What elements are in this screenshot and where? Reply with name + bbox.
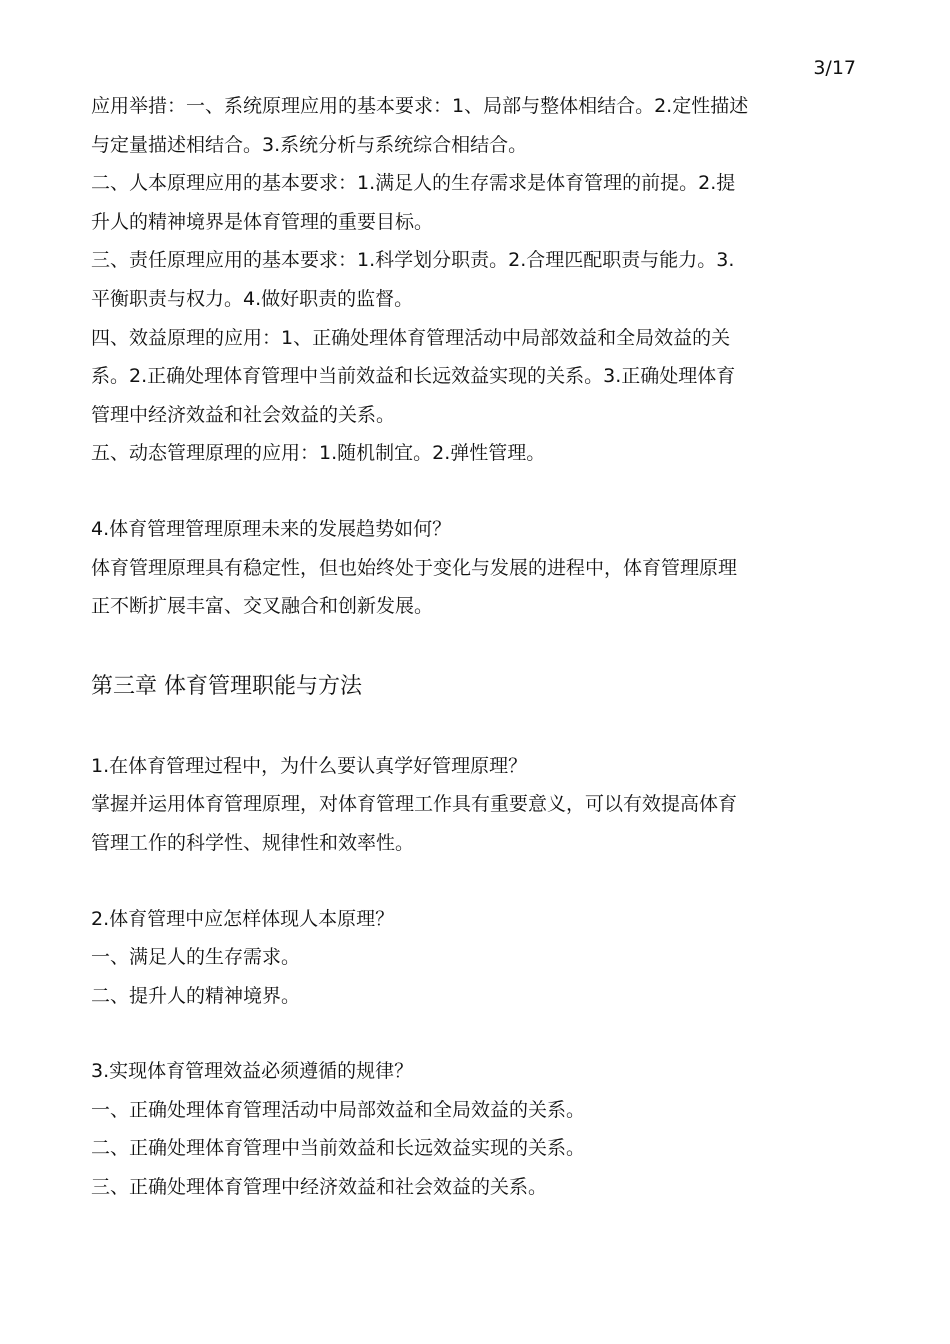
answer-line: 管理工作的科学性、规律性和效率性。 [91, 831, 415, 854]
chapter3-question-1 [91, 747, 863, 863]
answer-line: 三、正确处理体育管理中经济效益和社会效益的关系。 [91, 1176, 548, 1199]
text-line: 二、人本原理应用的基本要求：1.满足人的生存需求是体育管理的前提。2.提 [91, 172, 736, 195]
chapter-title: 第三章 体育管理职能与方法 [91, 673, 362, 699]
text-line: 升人的精神境界是体育管理的重要目标。 [91, 210, 434, 233]
answer-line: 二、提升人的精神境界。 [91, 984, 301, 1007]
question-heading: 3.实现体育管理效益必须遵循的规律？ [91, 1060, 414, 1083]
answer-line: 一、满足人的生存需求。 [91, 946, 301, 969]
text-line: 平衡职责与权力。4.做好职责的监督。 [91, 287, 414, 310]
answer-line: 一、正确处理体育管理活动中局部效益和全局效益的关系。 [91, 1098, 586, 1121]
document-body [91, 87, 863, 1207]
chapter3-question-3 [91, 1052, 863, 1206]
text-line: 三、责任原理应用的基本要求：1.科学划分职责。2.合理匹配职责与能力。3. [91, 249, 735, 272]
answer-line: 二、正确处理体育管理中当前效益和长远效益实现的关系。 [91, 1137, 586, 1160]
question-heading: 2.体育管理中应怎样体现人本原理？ [91, 907, 395, 930]
question-heading: 4.体育管理管理原理未来的发展趋势如何？ [91, 517, 452, 540]
question-heading: 1.在体育管理过程中，为什么要认真学好管理原理？ [91, 754, 528, 777]
chapter3-question-2 [91, 900, 863, 1016]
text-line: 四、效益原理的应用：1、正确处理体育管理活动中局部效益和全局效益的关 [91, 326, 731, 349]
answer-line: 正不断扩展丰富、交叉融合和创新发展。 [91, 595, 434, 618]
principles-application-section [91, 87, 863, 473]
answer-line: 掌握并运用体育管理原理，对体育管理工作具有重要意义，可以有效提高体育 [91, 793, 738, 816]
text-line: 应用举措：一、系统原理应用的基本要求：1、局部与整体相结合。2.定性描述 [91, 95, 749, 117]
text-line: 五、动态管理原理的应用：1.随机制宜。2.弹性管理。 [91, 442, 546, 465]
answer-line: 体育管理原理具有稳定性，但也始终处于变化与发展的进程中，体育管理原理 [91, 556, 738, 579]
page-number: 3/17 [813, 57, 856, 79]
text-line: 管理中经济效益和社会效益的关系。 [91, 403, 396, 426]
text-line: 与定量描述相结合。3.系统分析与系统综合相结合。 [91, 133, 528, 156]
question-4-section [91, 510, 863, 626]
text-line: 系。2.正确处理体育管理中当前效益和长远效益实现的关系。3.正确处理体育 [91, 365, 736, 388]
